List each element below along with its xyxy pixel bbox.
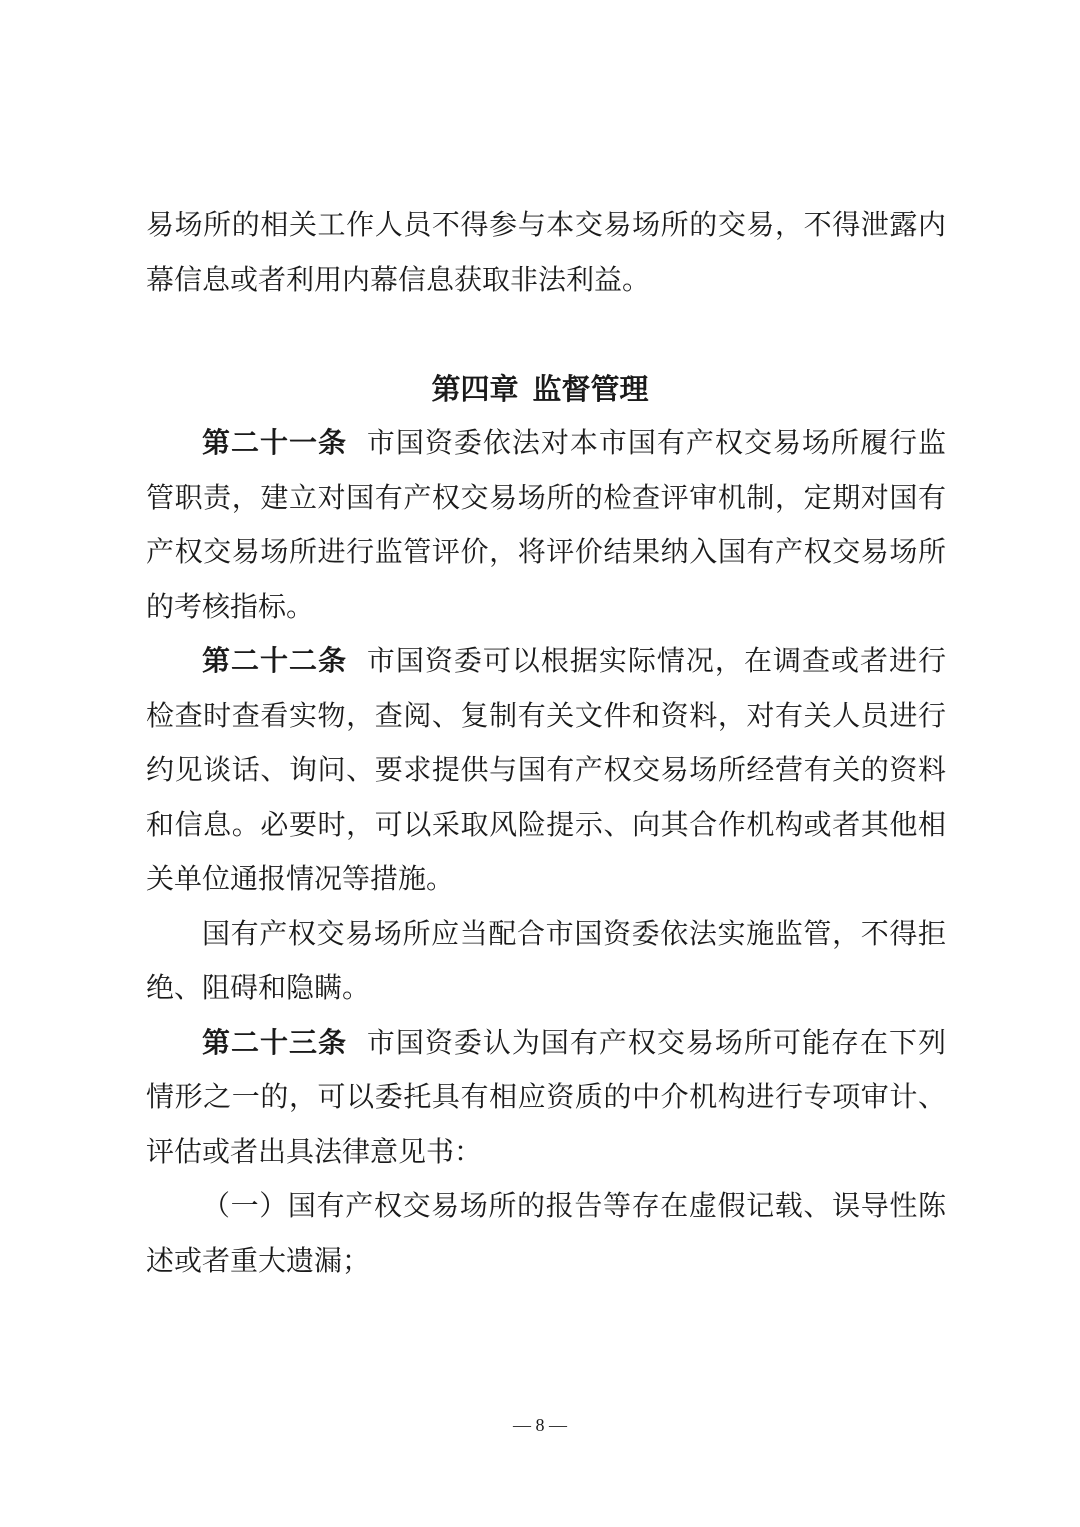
article-23-item-1: （一）国有产权交易场所的报告等存在虚假记载、误导性陈述或者重大遗漏； <box>146 1189 946 1277</box>
article-21 <box>146 416 946 634</box>
article-22-extra: 国有产权交易场所应当配合市国资委依法实施监管，不得拒绝、阻碍和隐瞒。 <box>146 916 946 1004</box>
article-23 <box>146 1016 946 1180</box>
article-label: 第二十二条 <box>202 644 348 677</box>
chapter-heading <box>0 362 1080 416</box>
article-label: 第二十三条 <box>202 1025 348 1059</box>
article-22 <box>146 634 946 907</box>
chapter-number: 第四章 <box>431 372 519 406</box>
article-label: 第二十一条 <box>202 426 348 459</box>
continued-text: 易场所的相关工作人员不得参与本交易场所的交易，不得泄露内幕信息或者利用内幕信息获取非法利益。 <box>146 208 946 296</box>
articles-body <box>146 416 946 1288</box>
chapter-title: 监督管理 <box>532 372 649 406</box>
page-number: — 8 — <box>513 1415 567 1435</box>
article-text: 市国资委认为国有产权交易场所可能存在下列情形之一的，可以委托具有相应资质的中介机构进行专项审计、评估或者出具法律意见书： <box>146 1025 946 1168</box>
continued-paragraph <box>146 198 946 307</box>
article-text: 市国资委可以根据实际情况，在调查或者进行检查时查看实物，查阅、复制有关文件和资料，对有关人员进行约见谈话、询问、要求提供与国有产权交易场所经营有关的资料和信息。必要时，可以采取风险提示、向其合作机构或者其他相关单位通报情况等措施。 <box>146 644 946 895</box>
article-text: 市国资委依法对本市国有产权交易场所履行监管职责，建立对国有产权交易场所的检查评审机制，定期对国有产权交易场所进行监管评价，将评价结果纳入国有产权交易场所的考核指标。 <box>146 426 946 623</box>
